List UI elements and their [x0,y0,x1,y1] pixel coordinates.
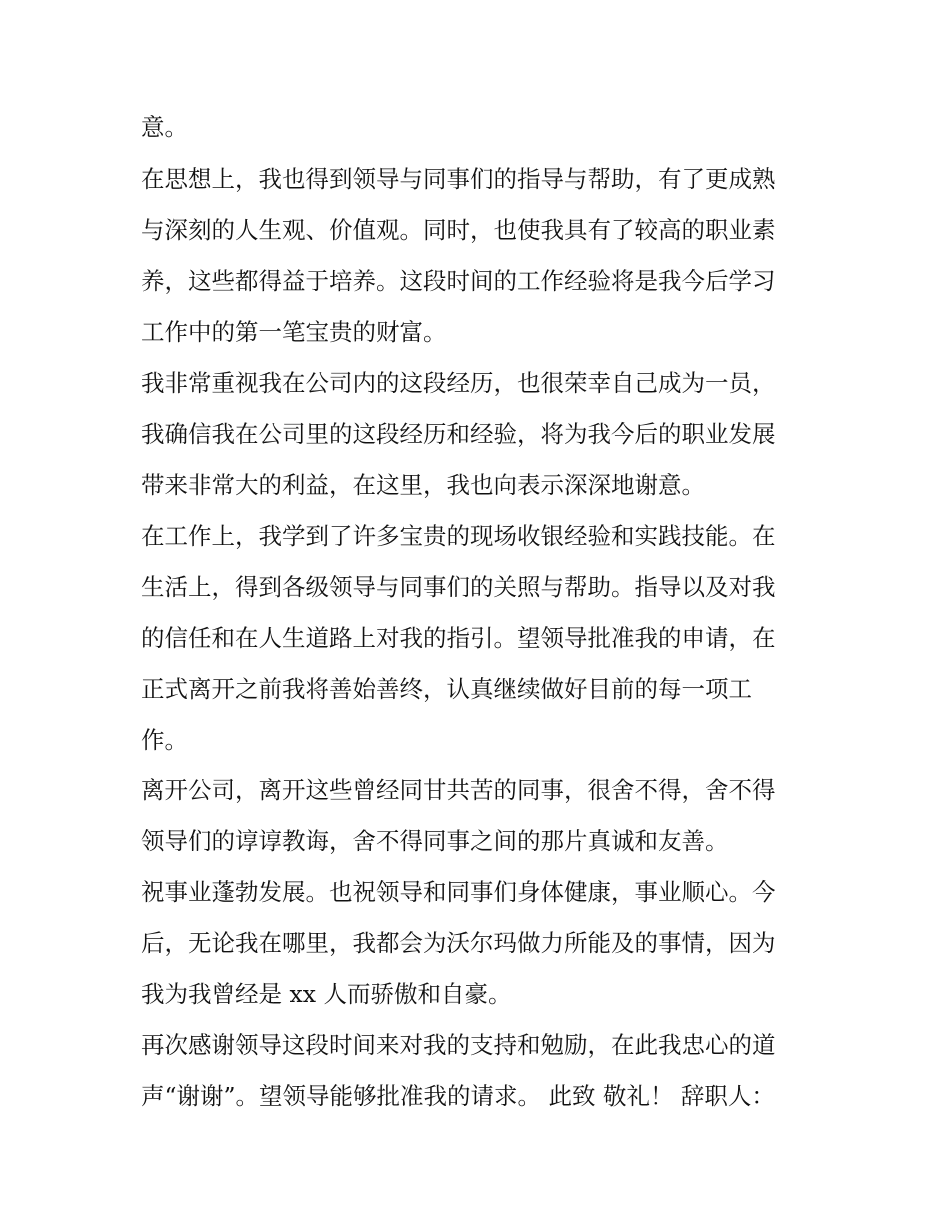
text-line: 的信任和在人生道路上对我的指引。望领导批准我的申请，在 [141,624,776,652]
text-line: 带来非常大的利益，在这里，我也向表示深深地谢意。 [141,471,705,499]
text-line: 我非常重视我在公司内的这段经历，也很荣幸自己成为一员， [141,369,776,397]
text-line: 再次感谢领导这段时间来对我的支持和勉励，在此我忠心的道 [141,1031,776,1059]
text-line: 工作中的第一笔宝贵的财富。 [141,318,447,346]
text-line: 与深刻的人生观、价值观。同时，也使我具有了较高的职业素 [141,216,776,244]
text-line: 在工作上，我学到了许多宝贵的现场收银经验和实践技能。在 [141,522,776,550]
text-line: 在思想上，我也得到领导与同事们的指导与帮助，有了更成熟 [141,165,776,193]
text-line: 离开公司，离开这些曾经同甘共苦的同事，很舍不得，舍不得 [141,776,776,804]
text-line: 声“谢谢”。望领导能够批准我的请求。 此致 敬礼！ 辞职人： [141,1082,775,1110]
text-line: 作。 [141,726,188,754]
text-line: 意。 [141,113,188,141]
text-line: 后，无论我在哪里，我都会为沃尔玛做力所能及的事情，因为 [141,929,776,957]
text-line: 我确信我在公司里的这段经历和经验，将为我今后的职业发展 [141,420,776,448]
text-line: 领导们的谆谆教诲，舍不得同事之间的那片真诚和友善。 [141,827,729,855]
text-line: 我为我曾经是 xx 人而骄傲和自豪。 [141,980,512,1008]
text-line: 养，这些都得益于培养。这段时间的工作经验将是我今后学习 [141,267,776,295]
text-line: 祝事业蓬勃发展。也祝领导和同事们身体健康，事业顺心。今 [141,878,776,906]
text-line: 生活上，得到各级领导与同事们的关照与帮助。指导以及对我 [141,573,776,601]
text-line: 正式离开之前我将善始善终，认真继续做好目前的每一项工 [141,675,752,703]
